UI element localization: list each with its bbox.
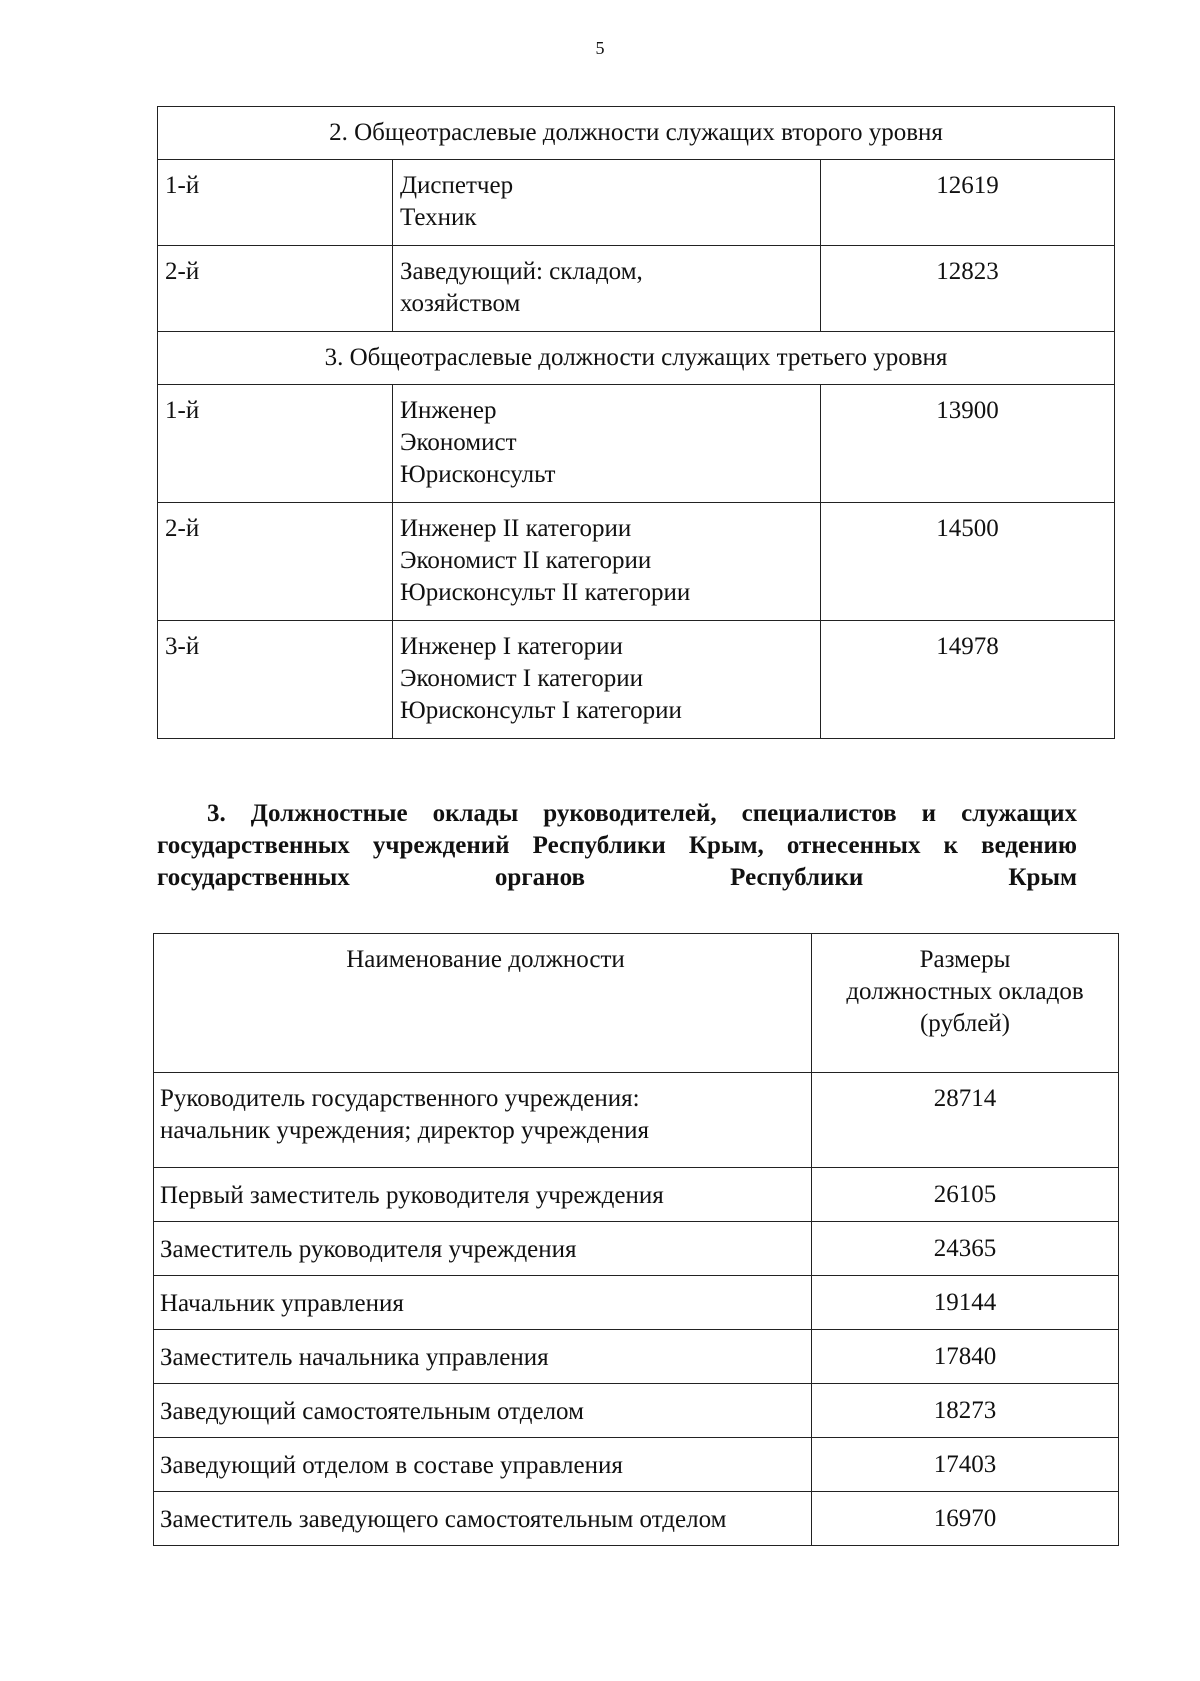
section-title: 3. Общеотраслевые должности служащих третьего уровня — [158, 332, 1115, 385]
post-name: Экономист II категории — [400, 547, 652, 574]
post-name: Техник — [400, 204, 477, 231]
salary-value: 18273 — [812, 1384, 1119, 1438]
table-row — [158, 503, 1115, 621]
table-header-row — [154, 934, 1119, 1073]
salary-value: 26105 — [812, 1168, 1119, 1222]
posts-cell — [393, 503, 821, 621]
salary-value: 17403 — [812, 1438, 1119, 1492]
position-name: Заведующий отделом в составе управления — [154, 1438, 812, 1492]
table-row — [154, 1073, 1119, 1168]
table-row — [154, 1276, 1119, 1330]
post-name: Юрисконсульт I категории — [400, 697, 682, 724]
salary-cell: 12619 — [821, 160, 1115, 246]
section-header-row — [158, 332, 1115, 385]
table-row — [154, 1438, 1119, 1492]
salary-value: 16970 — [812, 1492, 1119, 1546]
post-name: Экономист — [400, 429, 517, 456]
position-name: Заместитель начальника управления — [154, 1330, 812, 1384]
post-name: Юрисконсульт II категории — [400, 579, 691, 606]
level-cell: 3-й — [158, 621, 393, 739]
level-cell: 2-й — [158, 246, 393, 332]
position-name-line: Руководитель государственного учреждения: — [160, 1085, 640, 1112]
salary-value: 19144 — [812, 1276, 1119, 1330]
table-row — [158, 621, 1115, 739]
table-row — [158, 385, 1115, 503]
salary-table-levels — [157, 106, 1115, 739]
table-row — [154, 1492, 1119, 1546]
position-name: Заместитель руководителя учреждения — [154, 1222, 812, 1276]
salary-cell: 12823 — [821, 246, 1115, 332]
post-name: Диспетчер — [400, 172, 514, 199]
post-name: Инженер I категории — [400, 633, 623, 660]
column-header-line: Размеры — [919, 946, 1011, 973]
table-row — [158, 246, 1115, 332]
post-name: Экономист I категории — [400, 665, 643, 692]
table-row — [154, 1168, 1119, 1222]
position-name: Начальник управления — [154, 1276, 812, 1330]
salary-value: 28714 — [812, 1073, 1119, 1168]
position-name-line: начальник учреждения; директор учреждения — [160, 1117, 649, 1144]
post-name: Инженер — [400, 397, 497, 424]
section-header-row — [158, 107, 1115, 160]
position-name: Заведующий самостоятельным отделом — [154, 1384, 812, 1438]
level-cell: 1-й — [158, 385, 393, 503]
level-cell: 1-й — [158, 160, 393, 246]
salary-value: 17840 — [812, 1330, 1119, 1384]
column-header-line: должностных окладов — [846, 978, 1084, 1005]
salary-value: 24365 — [812, 1222, 1119, 1276]
position-name — [154, 1073, 812, 1168]
post-name: Инженер II категории — [400, 515, 632, 542]
column-header-salary — [812, 934, 1119, 1073]
level-cell: 2-й — [158, 503, 393, 621]
table-row — [158, 160, 1115, 246]
section-heading: 3. Должностные оклады руководителей, специалистов и служащих государственных учреждений Республики Крым, отнесенных к ведению государственных органов Республики Крым — [157, 800, 1077, 891]
posts-cell — [393, 246, 821, 332]
position-name: Первый заместитель руководителя учреждения — [154, 1168, 812, 1222]
position-name: Заместитель заведующего самостоятельным отделом — [154, 1492, 812, 1546]
table-row — [154, 1222, 1119, 1276]
post-name: Юрисконсульт — [400, 461, 556, 488]
post-name: хозяйством — [400, 290, 521, 317]
posts-cell — [393, 385, 821, 503]
posts-cell — [393, 621, 821, 739]
table-row — [154, 1330, 1119, 1384]
section-title: 2. Общеотраслевые должности служащих второго уровня — [158, 107, 1115, 160]
table-row — [154, 1384, 1119, 1438]
posts-cell — [393, 160, 821, 246]
column-header-position: Наименование должности — [154, 934, 812, 1073]
page-number: 5 — [595, 38, 605, 58]
salary-cell: 13900 — [821, 385, 1115, 503]
salary-cell: 14500 — [821, 503, 1115, 621]
post-name: Заведующий: складом, — [400, 258, 643, 285]
salary-cell: 14978 — [821, 621, 1115, 739]
column-header-line: (рублей) — [919, 1010, 1011, 1037]
salary-table-positions — [153, 933, 1119, 1546]
